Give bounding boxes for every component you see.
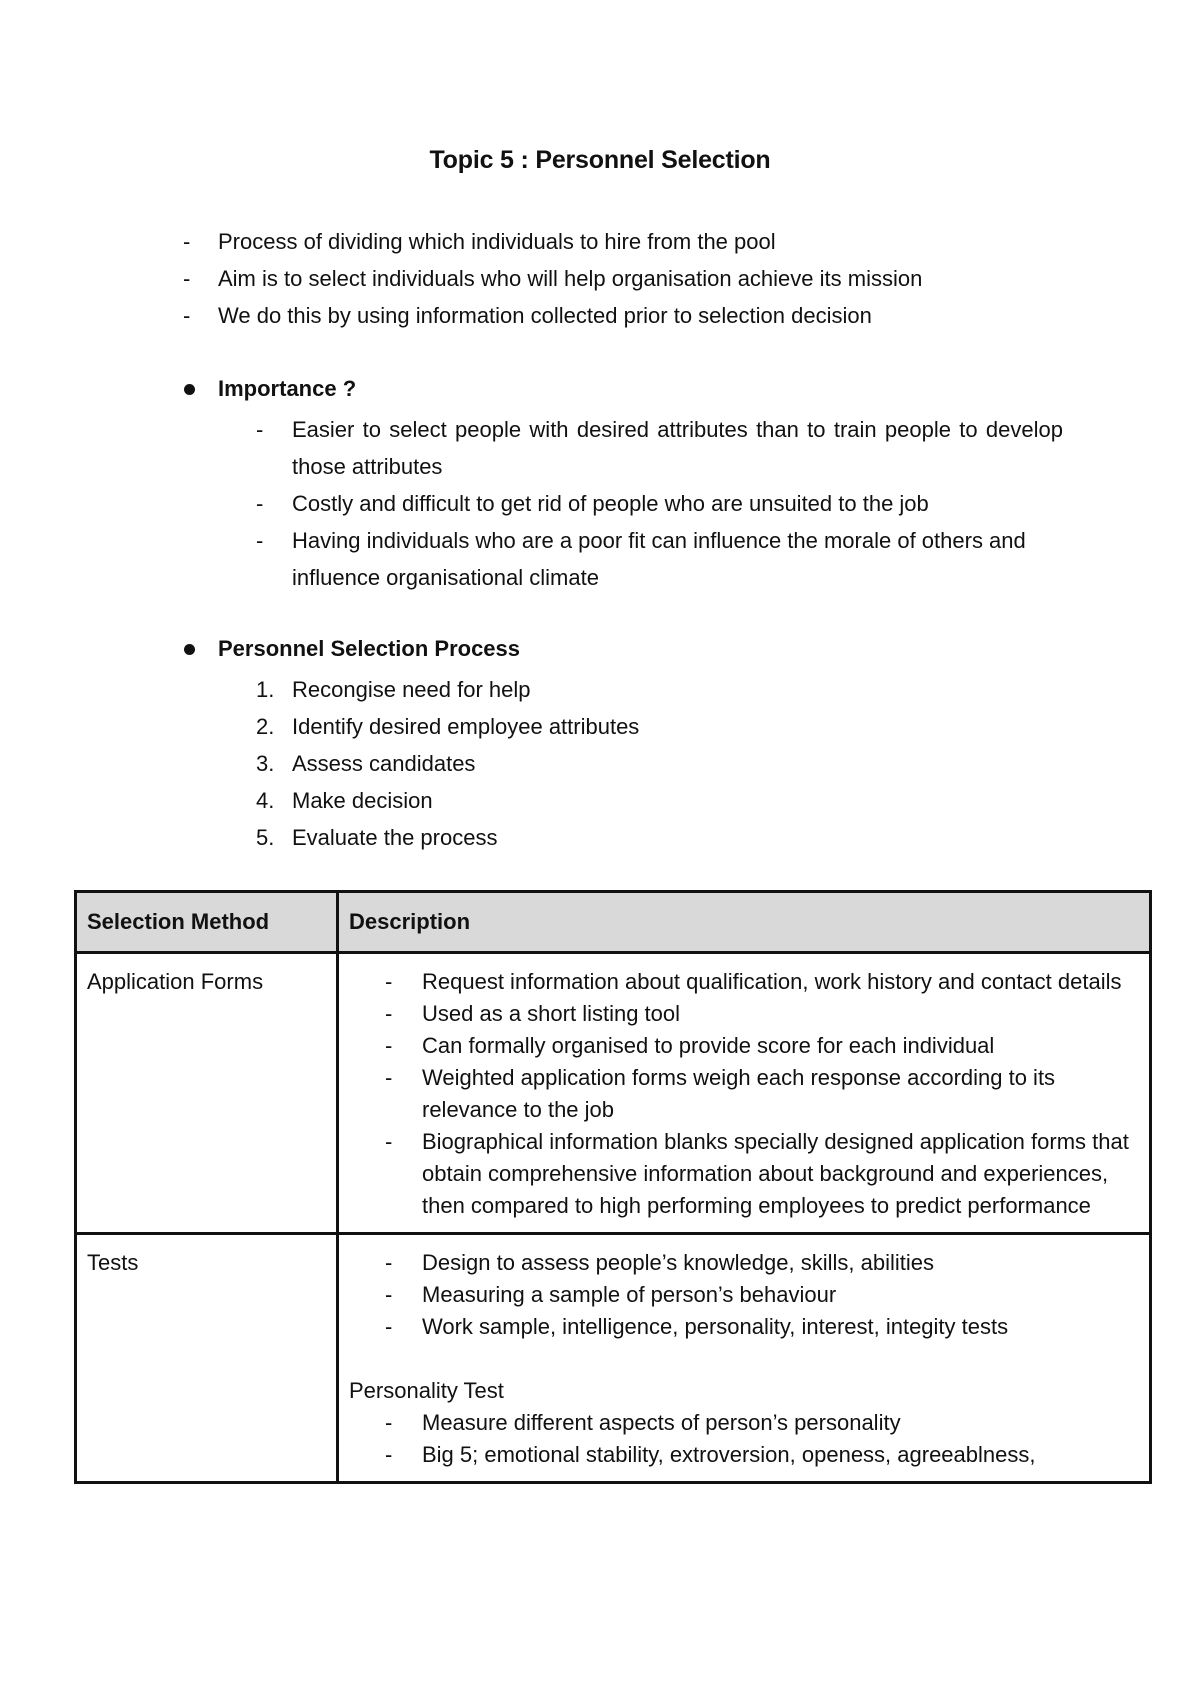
process-step: 2. Identify desired employee attributes xyxy=(256,714,640,739)
list-item: - Measure different aspects of person’s personality xyxy=(385,1410,901,1435)
list-item: - Work sample, intelligence, personality, interest, integity tests xyxy=(385,1314,1009,1339)
table-row xyxy=(76,953,1151,1234)
page-title: Topic 5 : Personnel Selection xyxy=(429,146,771,174)
table-header-cell: Selection Method xyxy=(76,892,338,953)
process-step: 5. Evaluate the process xyxy=(256,825,498,850)
description-list xyxy=(349,1247,1139,1343)
description-cell xyxy=(338,953,1151,1234)
importance-item: - Easier to select people with desired attributes than to train people to develop those attributes xyxy=(256,411,1063,485)
personality-test-subheading: Personality Test xyxy=(349,1378,504,1403)
dash-marker: - xyxy=(256,528,264,553)
personality-test-list xyxy=(349,1407,1139,1471)
list-item: - Request information about qualification, work history and contact details xyxy=(385,969,1122,994)
process-step: 4. Make decision xyxy=(256,788,433,813)
method-cell: Tests xyxy=(76,1234,338,1483)
process-step: 3. Assess candidates xyxy=(256,751,476,776)
importance-heading: Importance ? xyxy=(183,374,1083,411)
dash-marker: - xyxy=(183,303,191,328)
dash-marker: - xyxy=(256,491,264,516)
list-item: - Big 5; emotional stability, extroversion, openess, agreeablness, xyxy=(385,1442,1036,1467)
intro-item: - We do this by using information collected prior to selection decision xyxy=(183,301,1083,338)
description-list xyxy=(349,966,1139,1222)
description-cell xyxy=(338,1234,1151,1483)
importance-item: - Costly and difficult to get rid of people who are unsuited to the job xyxy=(256,485,1063,522)
table-header-row xyxy=(76,892,1151,953)
intro-item: - Process of dividing which individuals to hire from the pool xyxy=(183,227,1083,264)
process-heading: Personnel Selection Process xyxy=(183,634,1083,671)
intro-item: - Aim is to select individuals who will help organisation achieve its mission xyxy=(183,264,1083,301)
importance-item: - Having individuals who are a poor fit can influence the morale of others and influence organisational climate xyxy=(256,522,1063,596)
importance-section xyxy=(183,374,1083,596)
dash-marker: - xyxy=(256,417,264,442)
dash-marker: - xyxy=(183,266,191,291)
list-item: - Biographical information blanks specially designed application forms that obtain comprehensive information about background and experiences, then compared to high performing employees to predict performance xyxy=(385,1129,1129,1218)
method-cell: Application Forms xyxy=(76,953,338,1234)
table-header-cell: Description xyxy=(338,892,1151,953)
importance-list xyxy=(256,411,1063,596)
selection-methods-table xyxy=(74,890,1152,1484)
dash-marker: - xyxy=(183,229,191,254)
process-section xyxy=(183,634,1083,856)
process-steps xyxy=(256,671,1063,856)
intro-list xyxy=(183,227,1083,338)
list-item: - Weighted application forms weigh each response according to its relevance to the job xyxy=(385,1065,1056,1122)
table-row xyxy=(76,1234,1151,1483)
bullet-dot-icon xyxy=(184,384,195,395)
list-item: - Design to assess people’s knowledge, skills, abilities xyxy=(385,1250,934,1275)
list-item: - Can formally organised to provide score for each individual xyxy=(385,1033,995,1058)
list-item: - Measuring a sample of person’s behaviour xyxy=(385,1282,837,1307)
bullet-dot-icon xyxy=(184,644,195,655)
list-item: - Used as a short listing tool xyxy=(385,1001,681,1026)
process-step: 1. Recongise need for help xyxy=(256,677,531,702)
